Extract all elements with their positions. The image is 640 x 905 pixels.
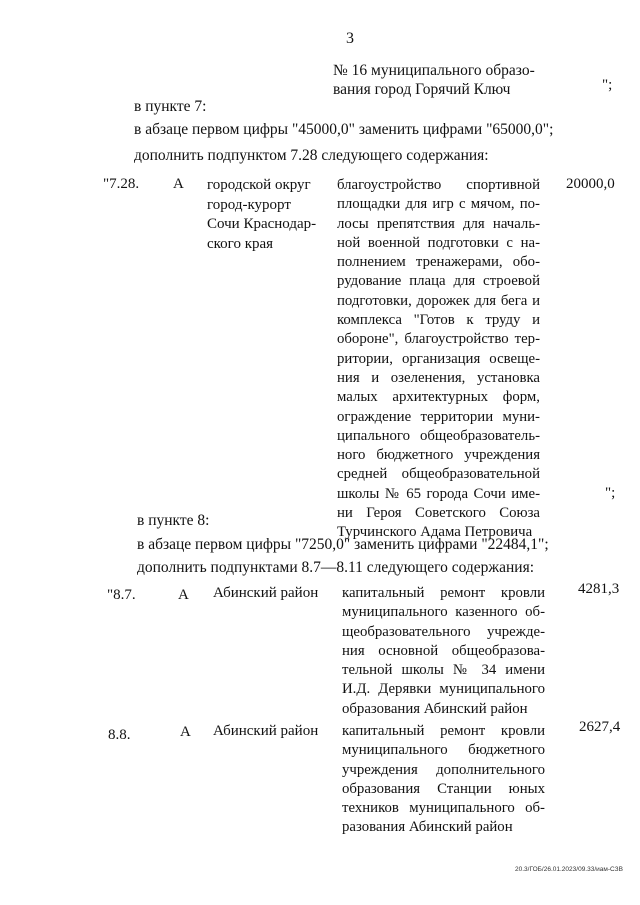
description-line: ограждение территории муни-	[337, 408, 540, 425]
description-line: капитальный ремонт кровли	[342, 585, 545, 601]
paragraph-p8-intro: в пункте 8:	[137, 512, 210, 529]
description-line: ни Героя Советского Союза	[337, 505, 540, 522]
continuation-line: вания город Горячий Ключ	[333, 81, 511, 98]
description-line: образования Абинский район	[342, 700, 528, 717]
description-line: ципального общеобразователь-	[337, 427, 540, 444]
description-line: ного бюджетного учреждения	[337, 447, 540, 464]
row-description	[342, 584, 545, 719]
row-category: А	[180, 724, 191, 740]
row-municipality	[213, 722, 318, 742]
description-line: капитальный ремонт кровли	[342, 723, 545, 739]
continuation-line: № 16 муниципального образо-	[333, 62, 535, 79]
description-line: школы № 65 города Сочи име-	[337, 485, 540, 502]
description-line: обороне", благоустройство тер-	[337, 331, 540, 348]
municipality-line: Абинский район	[213, 723, 319, 739]
paragraph-p8-replace: в абзаце первом цифры "7250,0" заменить цифрами "22484,1";	[137, 536, 549, 553]
description-line: рудование плаца для строевой	[337, 273, 540, 290]
footer-code: 20.3/ГОБ/26.01.2023/09.33/иам-СЗВ	[515, 866, 623, 873]
row-category: А	[178, 587, 189, 603]
municipality-line: Абинский район	[213, 585, 319, 601]
continuation-text	[333, 61, 535, 99]
continuation-close-quote: ";	[602, 77, 613, 93]
row-amount: 2627,4	[579, 719, 621, 735]
description-line: полнением тренажерами, обо-	[337, 254, 540, 271]
row-amount: 4281,3	[578, 581, 620, 597]
description-line: площадки для игр с мячом, по-	[337, 196, 540, 213]
description-line: муниципального бюджетного	[342, 742, 545, 759]
paragraph-p7-intro: в пункте 7:	[134, 98, 207, 115]
row-close-quote: ";	[605, 485, 616, 501]
row-amount: 20000,0	[566, 176, 615, 192]
description-line: разования Абинский район	[342, 819, 513, 836]
description-line: малых архитектурных форм,	[337, 389, 540, 406]
row-number: 8.8.	[108, 727, 131, 743]
description-line: лосы препятствия для началь-	[337, 215, 540, 232]
paragraph-p7-replace: в абзаце первом цифры "45000,0" заменить цифрами "65000,0";	[134, 121, 554, 138]
description-line: благоустройство спортивной	[337, 177, 540, 193]
municipality-line: ского края	[207, 235, 274, 252]
description-line: техников муниципального об-	[342, 800, 545, 817]
description-line: ритории, организация освеще-	[337, 350, 540, 367]
municipality-line: Сочи Краснодар-	[207, 216, 317, 232]
description-line: И.Д. Дерявки муниципального	[342, 681, 545, 698]
row-municipality	[213, 584, 318, 604]
row-description	[337, 176, 540, 543]
description-line: ния и озеленения, установка	[337, 369, 540, 386]
row-number: "7.28.	[103, 176, 140, 192]
description-line: учреждения дополнительного	[342, 761, 545, 778]
description-line: средней общеобразовательной	[337, 466, 540, 483]
description-line: ния основной общеобразова-	[342, 642, 545, 659]
description-line: щеобразовательного учрежде-	[342, 623, 545, 640]
description-line: подготовки, дорожек для бега и	[337, 292, 540, 309]
paragraph-p7-add: дополнить подпунктом 7.28 следующего содержания:	[134, 147, 489, 164]
row-category: А	[173, 176, 184, 192]
description-line: ной военной подготовки с на-	[337, 234, 540, 251]
row-number: "8.7.	[107, 587, 136, 603]
description-line: Турчинского Адама Петровича	[337, 524, 533, 541]
row-description	[342, 722, 545, 838]
municipality-line: городской округ	[207, 177, 311, 193]
description-line: образования Станции юных	[342, 780, 545, 797]
row-municipality	[207, 176, 316, 254]
description-line: тельной школы № 34 имени	[342, 662, 545, 679]
description-line: муниципального казенного об-	[342, 604, 545, 621]
paragraph-p8-add: дополнить подпунктами 8.7—8.11 следующего содержания:	[137, 559, 535, 576]
municipality-line: город-курорт	[207, 196, 291, 213]
page-number: 3	[346, 30, 354, 47]
description-line: комплекса "Готов к труду и	[337, 312, 540, 329]
